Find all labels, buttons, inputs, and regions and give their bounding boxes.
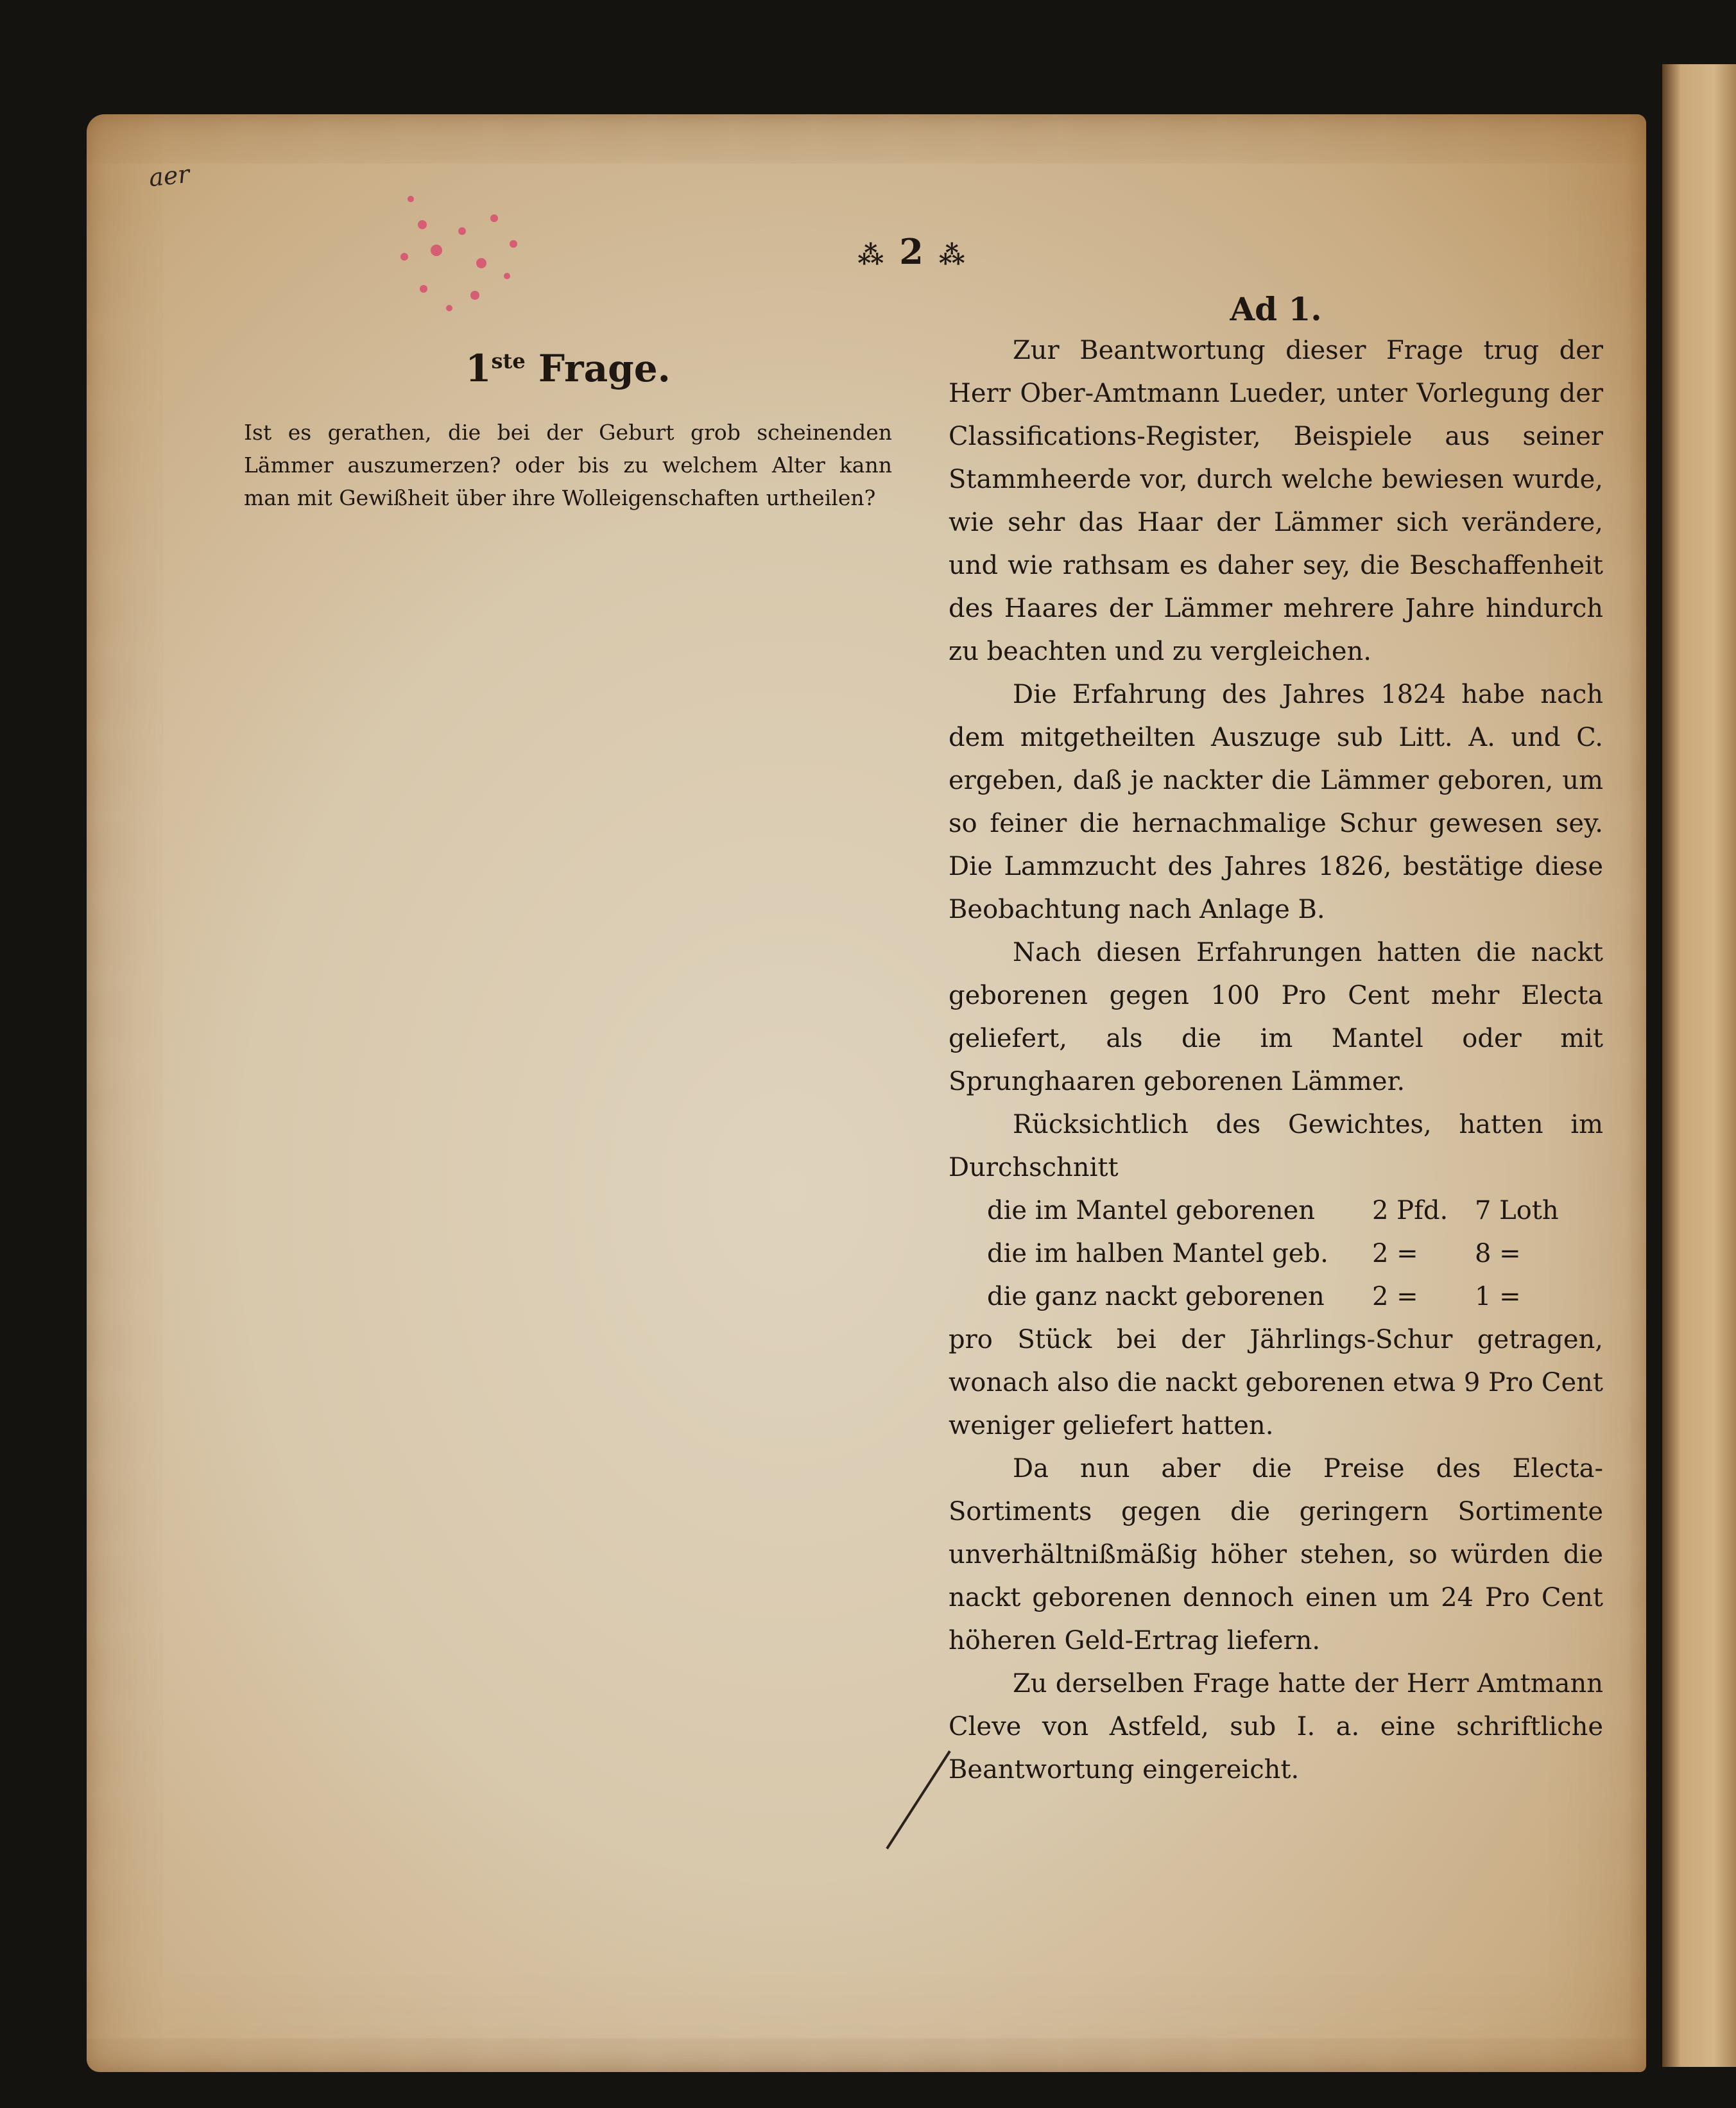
answer-heading: Ad 1.	[1230, 290, 1322, 328]
paragraph-5: Da nun aber die Preise des Electa-Sortiments gegen die geringern Sortimente unverhältnißmäßig höher stehen, so würden die nackt geborenen dennoch einen um 24 Pro Cent höheren Geld-Ertrag liefern.	[949, 1454, 1603, 1655]
left-column	[244, 347, 892, 514]
right-column	[949, 290, 1603, 1792]
pencil-mark	[879, 1746, 956, 1855]
paragraph-3: Nach diesen Erfahrungen hatten die nackt geborenen gegen 100 Pro Cent mehr Electa geliefert, als die im Mantel oder mit Sprunghaaren geborenen Lämmer.	[949, 938, 1603, 1096]
ornament-left: ⁂	[857, 240, 884, 270]
paragraph-4-tail: pro Stück bei der Jährlings-Schur getragen, wonach also die nackt geborenen etwa 9 Pro Cent weniger geliefert hatten.	[949, 1325, 1603, 1440]
weight-loth: 1 =	[1475, 1282, 1521, 1311]
page-number-text: 2	[899, 231, 924, 272]
weight-table	[987, 1189, 1603, 1318]
weight-row	[987, 1275, 1603, 1318]
question-word: Frage.	[538, 347, 671, 390]
weight-loth: 8 =	[1475, 1239, 1521, 1268]
weight-label: die im Mantel geborenen	[987, 1196, 1315, 1225]
weight-row	[987, 1189, 1603, 1232]
question-number-suffix: ste	[491, 349, 526, 374]
paragraph-6: Zu derselben Frage hatte der Herr Amtmann Cleve von Astfeld, sub I. a. eine schriftliche Beantwortung eingereicht.	[949, 1669, 1603, 1784]
weight-pfd: 2 =	[1372, 1282, 1418, 1311]
weight-pfd: 2 =	[1372, 1239, 1418, 1268]
question-text: Ist es gerathen, die bei der Geburt grob scheinenden Lämmer auszumerzen? oder bis zu welchem Alter kann man mit Gewißheit über ihre Wolleigenschaften urtheilen?	[244, 420, 892, 511]
margin-handwriting: aer	[147, 159, 191, 193]
question-title	[244, 347, 892, 390]
red-stamp-mark	[385, 180, 533, 327]
weight-pfd: 2 Pfd.	[1372, 1196, 1448, 1225]
page-number	[802, 231, 1020, 272]
paragraph-1: Zur Beantwortung dieser Frage trug der Herr Ober-Amtmann Lueder, unter Vorlegung der Classifications-Register, Beispiele aus seiner Stammheerde vor, durch welche bewiesen wurde, wie sehr das Haar der Lämmer sich verändere, und wie rathsam es daher sey, die Beschaffenheit des Haares der Lämmer mehrere Jahre hindurch zu beachten und zu vergleichen.	[949, 336, 1603, 666]
weight-label: die im halben Mantel geb.	[987, 1239, 1328, 1268]
question-number: 1	[465, 347, 492, 390]
ornament-right: ⁂	[938, 240, 965, 270]
weight-label: die ganz nackt geborenen	[987, 1282, 1325, 1311]
paragraph-4-lead: Rücksichtlich des Gewichtes, hatten im Durchschnitt	[949, 1110, 1603, 1182]
paragraph-2: Die Erfahrung des Jahres 1824 habe nach dem mitgetheilten Auszuge sub Litt. A. und C. ergeben, daß je nackter die Lämmer geboren, um so feiner die hernachmalige Schur gewesen sey. Die Lammzucht des Jahres 1826, bestätige diese Beobachtung nach Anlage B.	[949, 680, 1603, 924]
adjacent-page-edge	[1662, 64, 1736, 2067]
weight-row	[987, 1232, 1603, 1275]
weight-loth: 7 Loth	[1475, 1196, 1559, 1225]
